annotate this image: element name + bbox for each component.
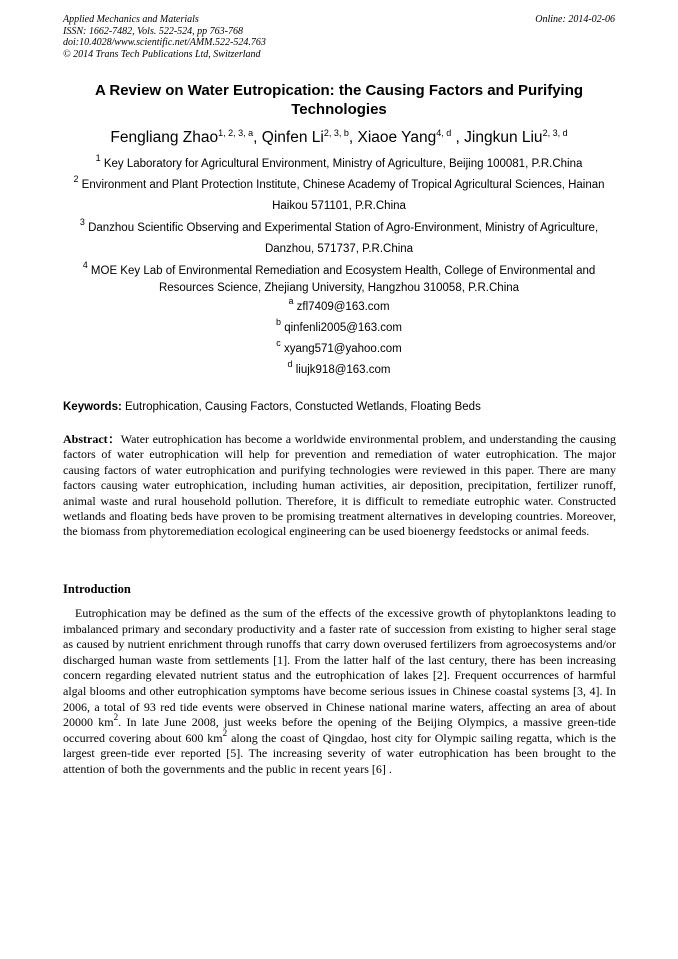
keywords-text: Eutrophication, Causing Factors, Constucted Wetlands, Floating Beds (121, 401, 481, 413)
author-separator: , (348, 129, 358, 146)
keywords (63, 401, 618, 413)
doi-line: doi:10.4028/www.scientific.net/AMM.522-524.763 (63, 37, 266, 48)
email-d (55, 360, 623, 381)
author-name: Qinfen Li (261, 129, 324, 146)
author-separator: , (253, 129, 262, 146)
affiliation-marker: 3 (79, 217, 85, 227)
email-address: qinfenli2005@163.com (284, 322, 403, 334)
section-heading-introduction: Introduction (63, 582, 131, 596)
superscript-squared: 2 (222, 727, 228, 738)
journal-name: Applied Mechanics and Materials (63, 14, 199, 25)
author-name: Fengliang Zhao (110, 129, 219, 146)
superscript-squared: 2 (113, 712, 119, 723)
affiliation-2 (55, 175, 623, 217)
affiliation-text: Key Laboratory for Agricultural Environment, Ministry of Agriculture, Beijing 100081, P.R.China (103, 158, 583, 170)
email-b (55, 318, 623, 339)
affiliation-marker: 2 (73, 174, 79, 184)
intro-text-part-2: . In late June 2008, just weeks before the opening of the Beijing Olympics, a massive green-tide occurred covering about 600 km (63, 715, 616, 745)
email-marker: c (276, 338, 281, 348)
affiliation-3 (55, 218, 623, 260)
email-marker: d (287, 359, 293, 369)
affiliation-text: Danzhou Scientific Observing and Experimental Station of Agro-Environment, Ministry of Agriculture, Danzhou, 571737, P.R.China (88, 222, 599, 255)
author-list (40, 129, 638, 147)
affiliation-text: Environment and Plant Protection Institute, Chinese Academy of Tropical Agricultural Sciences, Hainan Haikou 571101, P.R.China (81, 179, 605, 212)
introduction-paragraph (63, 606, 616, 778)
email-a (55, 297, 623, 318)
email-address: zfl7409@163.com (296, 301, 390, 313)
author-name: Jingkun Liu (464, 129, 543, 146)
issn-line: ISSN: 1662-7482, Vols. 522-524, pp 763-768 (63, 25, 243, 37)
email-c (55, 339, 623, 360)
affiliation-1 (55, 154, 623, 175)
author-affiliation-marker: 4, d (436, 128, 452, 138)
author-affiliation-marker: 1, 2, 3, a (218, 128, 254, 138)
keywords-label: Keywords: (63, 401, 122, 413)
email-address: liujk918@163.com (295, 364, 391, 376)
author-affiliation-marker: 2, 3, d (542, 128, 568, 138)
abstract-label: Abstract： (63, 432, 121, 446)
journal-metadata (63, 14, 615, 60)
paper-title: A Review on Water Eutropication: the Causing Factors and Purifying Technologies (94, 82, 584, 118)
email-marker: a (288, 296, 294, 306)
author-affiliation-marker: 2, 3, b (323, 128, 349, 138)
affiliations (55, 154, 623, 381)
affiliation-4 (55, 260, 623, 297)
abstract-text: Water eutrophication has become a worldwide environmental problem, and understanding the causing factors of water eutrophication will help for prevention and remediation of water eutrophication. The major causing factors of water eutrophication and purifying technologies were reviewed in this paper. There are many factors causing water eutrophication, including human activities, air deposition, precipitation, fertilizer runoff, animal waste and rural household pollution. Therefore, it is difficult to remediate eutrophic water. Constructed wetlands and floating beds have proven to be promising treatment alternatives in developing countries. Moreover, the biomass from phytoremediation ecological engineering can be used bioenergy feedstocks or animal feeds. (63, 432, 616, 539)
email-marker: b (275, 317, 281, 327)
intro-text-part-1: Eutrophication may be defined as the sum of the effects of the excessive growth of phytoplanktons leading to imbalanced primary and secondary productivity and a faster rate of succession from existing to higher seral stage as caused by nutrient enrichment through runoffs that carry down overused fertilizers from agroecosystems and/or discharged human waste from settlements [1]. From the latter half of the last century, there has been increasing concern regarding elevated nutrient status and the eutrophication of lakes [2]. Frequent occurrences of harmful algal blooms and other eutrophication symptoms have become serious issues in Chinese coastal systems [3, 4]. In 2006, a total of 93 red tide events were observed in Chinese national marine waters, affecting an area of about 20000 km (63, 606, 616, 730)
online-date: Online: 2014-02-06 (535, 14, 615, 25)
email-address: xyang571@yahoo.com (283, 343, 402, 355)
intro-text-part-3: along the coast of Qingdao, host city for Olympic sailing regatta, which is the largest green-tide ever reported [5]. The increasing severity of water eutrophication has been brought to the attention of both the governments and the public in recent years [6] . (63, 730, 617, 776)
affiliation-text: MOE Key Lab of Environmental Remediation and Ecosystem Health, College of Environmental and Resources Science, Zhejiang University, Hangzhou 310058, P.R.China (90, 265, 596, 294)
author-separator: , (451, 129, 465, 146)
affiliation-marker: 1 (95, 153, 101, 163)
copyright-line: © 2014 Trans Tech Publications Ltd, Switzerland (63, 48, 261, 60)
abstract (63, 432, 616, 540)
affiliation-marker: 4 (82, 260, 88, 270)
author-name: Xiaoe Yang (357, 129, 437, 146)
